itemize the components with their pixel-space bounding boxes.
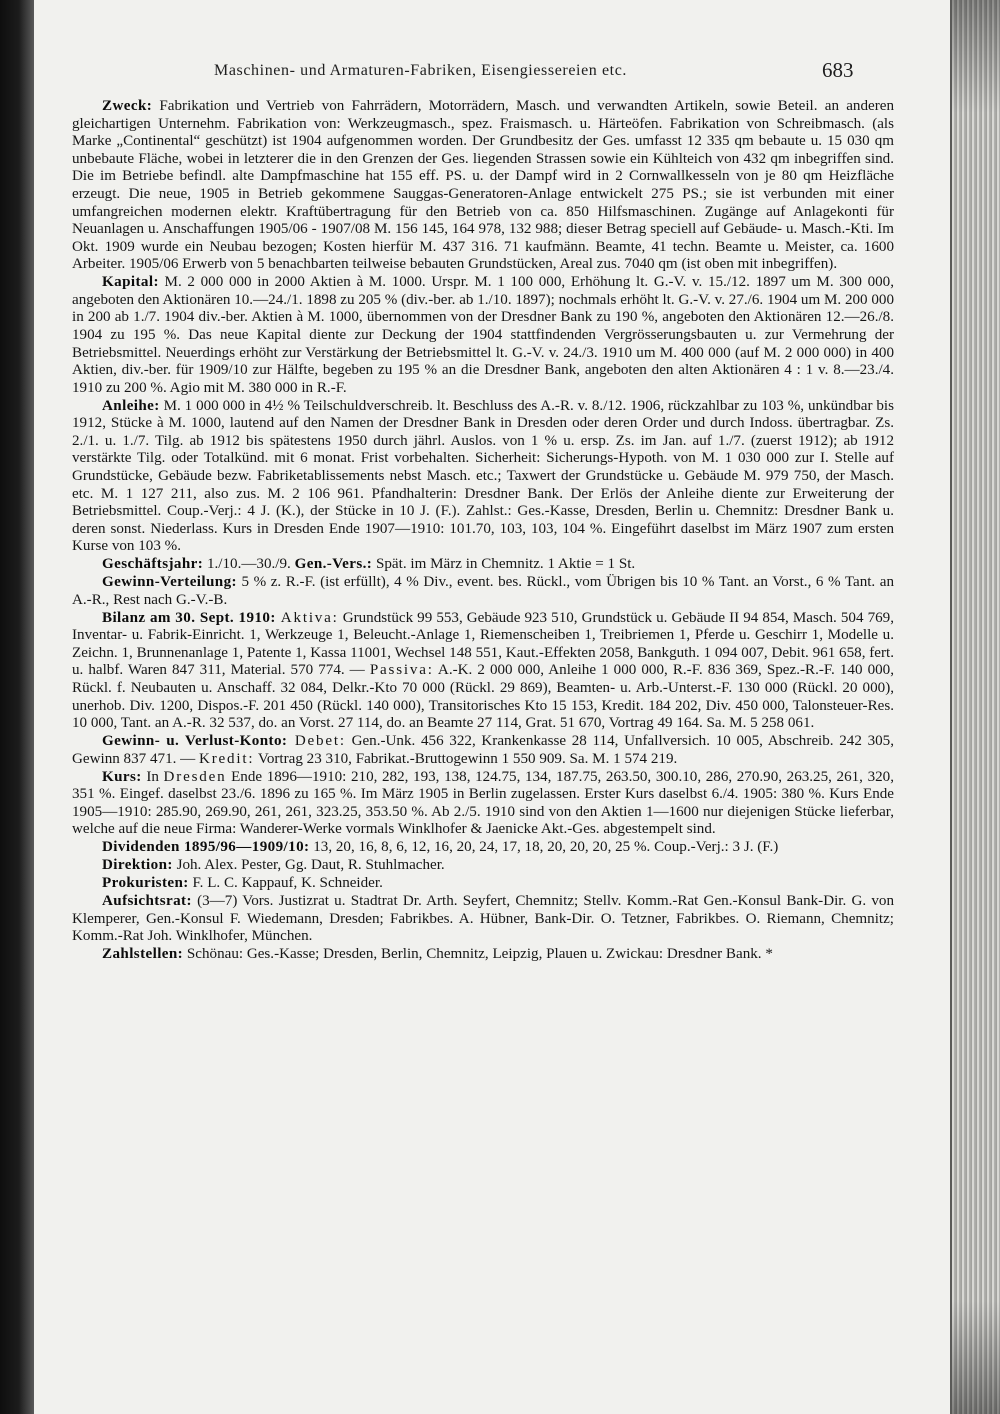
running-head <box>34 58 950 86</box>
section-label: Direktion: <box>102 857 173 874</box>
section-text: In <box>141 768 164 785</box>
section-text: 5 % z. R.-F. (ist erfüllt), 4 % Div., event. bes. Rückl., vom Übrigen bis 10 % Tant. an Vorst., 6 % Tant. an A.-R., Rest nach G.-V.-B. <box>72 574 894 608</box>
section-text: Schönau: Ges.-Kasse; Dresden, Berlin, Chemnitz, Leipzig, Plauen u. Zwickau: Dresdner Bank. * <box>183 946 773 963</box>
section-text: 13, 20, 16, 8, 6, 12, 16, 20, 24, 17, 18, 20, 20, 20, 25 %. Coup.-Verj.: 3 J. (F.) <box>309 839 779 856</box>
section-kurs <box>72 769 894 839</box>
company-entry <box>72 98 894 964</box>
section-label: Bilanz am 30. Sept. 1910: <box>102 609 276 626</box>
section-text: M. 1 000 000 in 4½ % Teilschuldverschreib. lt. Beschluss des A.-R. v. 8./12. 1906, rückzahlbar zu 103 %, unkündbar bis 1912, Stücke à M. 1000, lautend auf den Namen der Dresdner Bank in Dresden oder deren Order und durch Indoss. übertragbar. Zs. 2./1. u. 1./7. Tilg. ab 1912 bis spätestens 1950 durch jährl. Auslos. von 1 % u. ersp. Zs. im Jan. auf 1./7. (zuerst 1912); ab 1912 verstärkte Tilg. oder Totalkünd. mit 6 monat. Frist vorbehalten. Sicherheit: Sicherungs-Hypoth. von M. 1 030 000 zur I. Stelle auf Grundstücke, Gebäude bezw. Fabriketablissements nebst Masch. etc.; Taxwert der Grundstücke u. Gebäude M. 979 750, der Masch. etc. M. 1 127 211, also zus. M. 2 106 961. Pfandhalterin: Dresdner Bank. Der Erlös der Anleihe diente zur Erweiterung der Betriebsmittel. Coup.-Verj.: 4 J. (K.), der Stücke in 10 J. (F.). Zahlst.: Ges.-Kasse, Dresden, Berlin u. Chemnitz: Dresdner Bank u. deren sonst. Niederlass. Kurs in Dresden Ende 1907—1910: 101.70, 103, 103, 104 %. Eingeführt daselbst im März 1907 zum ersten Kurse von 103 %. <box>72 397 894 555</box>
kredit-label: Kredit: <box>199 750 255 767</box>
section-label: Kapital: <box>102 274 159 291</box>
section-label: Kurs: <box>102 768 142 785</box>
kredit-text: Vortrag 23 310, Fabrikat.-Bruttogewinn 1 550 909. Sa. M. 1 574 219. <box>254 750 678 767</box>
section-text: 1./10.—30./9. <box>203 556 295 573</box>
section-text: Joh. Alex. Pester, Gg. Daut, R. Stuhlmacher. <box>172 857 445 874</box>
section-dividenden <box>72 839 894 857</box>
section-label: Prokuristen: <box>102 875 189 892</box>
section-text: Fabrikation und Vertrieb von Fahrrädern, Motorrädern, Masch. und verwandten Artikeln, sowie Beteil. an anderen gleichartigen Unternehm. Fabrikation von: Werkzeugmasch., spez. Fraismasch. u. Härteöfen. Fabrikation von Schreibmasch. (als Marke „Continental“ geschützt) ist 1904 aufgenommen worden. Der Grundbesitz der Ges. umfasst 12 335 qm bebaute u. 15 030 qm unbebaute Fläche, wobei in letzterer die in den Grenzen der Ges. liegenden Strassen sowie ein Kühlteich von 432 qm inbegriffen sind. Die im Betriebe befindl. alte Dampfmaschine hat 155 eff. PS. u. der Dampf wird in 2 Cornwallkesseln von je 80 qm Heizfläche erzeugt. Die neue, 1905 in Betrieb gekommene Sauggas-Generatoren-Anlage entwickelt 275 PS.; sie ist verbunden mit einer umfangreichen modernen elektr. Kraftübertragung für den Betrieb von ca. 850 Hilfsmaschinen. Zugänge auf Anlagekonti für Neuanlagen u. Anschaffungen 1905/06 - 1907/08 M. 156 145, 164 978, 132 988; dieser Betrag speciell auf Gebäude- u. Masch.-Kti. Im Okt. 1909 wurde ein Neubau bezogen; Kosten hierfür M. 437 316. 71 kaufmänn. Beamte, 41 techn. Beamte u. Meister, ca. 1600 Arbeiter. 1905/06 Erwerb von 5 benachbarten teilweise bebauten Grundstücken, Areal zus. 7040 qm (ist oben mit inbegriffen). <box>72 98 894 273</box>
section-geschaeftsjahr <box>72 556 894 574</box>
book-binding-gutter <box>0 0 34 1414</box>
section-gewinn-verteilung <box>72 574 894 609</box>
passiva-label: Passiva: <box>369 662 434 679</box>
section-label-gen-vers: Gen.-Vers.: <box>294 556 373 573</box>
section-zahlstellen <box>72 946 894 964</box>
debet-text: Gen.-Unk. 456 322, Krankenkasse 28 114, Unfallversich. 10 005, Abschreib. 242 305, Gewinn 837 471. — <box>72 733 894 767</box>
section-kapital <box>72 274 894 397</box>
section-prokuristen <box>72 875 894 893</box>
section-text: M. 2 000 000 in 2000 Aktien à M. 1000. Urspr. M. 1 100 000, Erhöhung lt. G.-V. v. 15./12. 1897 um M. 300 000, angeboten den Aktionären 10.—24./1. 1898 zu 205 % (div.-ber. ab 1./10. 1897); nochmals erhöht lt. G.-V. v. 27./6. 1904 um M. 200 000 in 200 ab 1./7. 1904 div.-ber. Aktien à M. 1000, übernommen von der Dresdner Bank zu 190 %, angeboten den Aktionären 12.—26./8. 1904 zu 195 %. Das neue Kapital diente zur Deckung der 1904 stattfindenden Vergrösserungsbauten u. zur Vermehrung der Betriebsmittel. Neuerdings erhöht zur Verstärkung der Betriebsmittel lt. G.-V. v. 24./3. 1910 um M. 400 000 (auf M. 2 000 000) in 400 Aktien, div.-ber. für 1909/10 zur Hälfte, begeben zu 195 % an die Dresdner Bank, angeboten den alten Aktionären 4 : 1 v. 8.—23./4. 1910 zu 200 %. Agio mit M. 380 000 in R.-F. <box>72 274 894 396</box>
section-label: Anleihe: <box>102 397 160 414</box>
section-text: (3—7) Vors. Justizrat u. Stadtrat Dr. Arth. Seyfert, Chemnitz; Stellv. Komm.-Rat Gen.-Konsul Bank-Dir. G. von Klemperer, Gen.-Konsul F. Wiedemann, Dresden; Fabrikbes. A. Hübner, Bank-Dir. O. Tetzner, Fabrikbes. O. Riemann, Chemnitz; Komm.-Rat Joh. Winklhofer, München. <box>72 892 894 945</box>
kurs-place: Dresden <box>163 768 227 785</box>
section-aufsichtsrat <box>72 893 894 946</box>
passiva-text: A.-K. 2 000 000, Anleihe 1 000 000, R.-F. 836 369, Spez.-R.-F. 140 000, Rückl. f. Neubauten u. Anschaff. 32 084, Delkr.-Kto 70 000 (Rückl. 29 869), Beamten- u. Arb.-Unterst.-F. 130 000 (Rückl. 20 000), unerhob. Div. 1200, Dispos.-F. 201 450 (Rückl. 140 000), Transitorisches Kto 15 153, Kredit. 184 202, Div. 450 000, Talonsteuer-Res. 10 000, Tant. an A.-R. 32 537, do. an Vorst. 27 114, do. an Beamte 27 114, Grat. 51 670, Vortrag 49 164. Sa. M. 5 258 061. <box>72 662 894 732</box>
page-number: 683 <box>822 58 854 82</box>
section-label: Gewinn- u. Verlust-Konto: <box>102 733 288 750</box>
section-label: Gewinn-Verteilung: <box>102 574 237 591</box>
section-direktion <box>72 857 894 875</box>
section-label: Dividenden 1895/96—1909/10: <box>102 839 310 856</box>
section-label: Aufsichtsrat: <box>102 892 192 909</box>
book-page <box>34 0 950 1414</box>
page-stack-edges <box>950 0 1000 1414</box>
section-text-continued: Ende 1896—1910: 210, 282, 193, 138, 124.75, 134, 187.75, 263.50, 300.10, 286, 270.90, 263.25, 261, 320, 351 %. Eingef. daselbst 23./6. 1896 zu 165 %. Im März 1905 in Berlin zugelassen. Erster Kurs daselbst 6./4. 1905: 380 %. Kurs Ende 1905—1910: 285.90, 269.90, 261, 261, 323.25, 353.50 %. Ab 2./5. 1910 sind von den Aktien 1—1600 nur diejenigen Stücke lieferbar, welche auf die neue Firma: Wanderer-Werke vormals Winklhofer & Jaenicke Akt.-Ges. abgestempelt sind. <box>72 768 894 838</box>
section-label: Geschäftsjahr: <box>102 556 204 573</box>
section-zweck <box>72 98 894 274</box>
section-label: Zweck: <box>102 98 153 114</box>
section-label: Zahlstellen: <box>102 946 184 963</box>
aktiva-label: Aktiva: <box>275 609 339 626</box>
section-text: F. L. C. Kappauf, K. Schneider. <box>188 875 383 892</box>
section-gewinn-verlust <box>72 733 894 768</box>
debet-label: Debet: <box>287 733 346 750</box>
section-anleihe <box>72 398 894 556</box>
section-text-gen-vers: Spät. im März in Chemnitz. 1 Aktie = 1 St. <box>372 556 636 573</box>
aktiva-text: Grundstück 99 553, Gebäude 923 510, Grundstück u. Gebäude II 94 854, Masch. 504 769, Inventar- u. Fabrik-Einricht. 1, Werkzeuge 1, Beleucht.-Anlage 1, Riemenscheiben 1, Treibriemen 1, Pferde u. Geschirr 1, Modelle u. Zeichn. 1, Brunnenanlage 1, Patente 1, Kassa 11001, Wechsel 148 551, Kaut.-Effekten 2058, Bankguth. 1 094 007, Debit. 961 658, fert. u. halbf. Waren 847 311, Material. 570 774. — <box>72 609 894 679</box>
section-bilanz <box>72 610 894 733</box>
running-head-title: Maschinen- und Armaturen-Fabriken, Eisengiessereien etc. <box>214 62 628 79</box>
